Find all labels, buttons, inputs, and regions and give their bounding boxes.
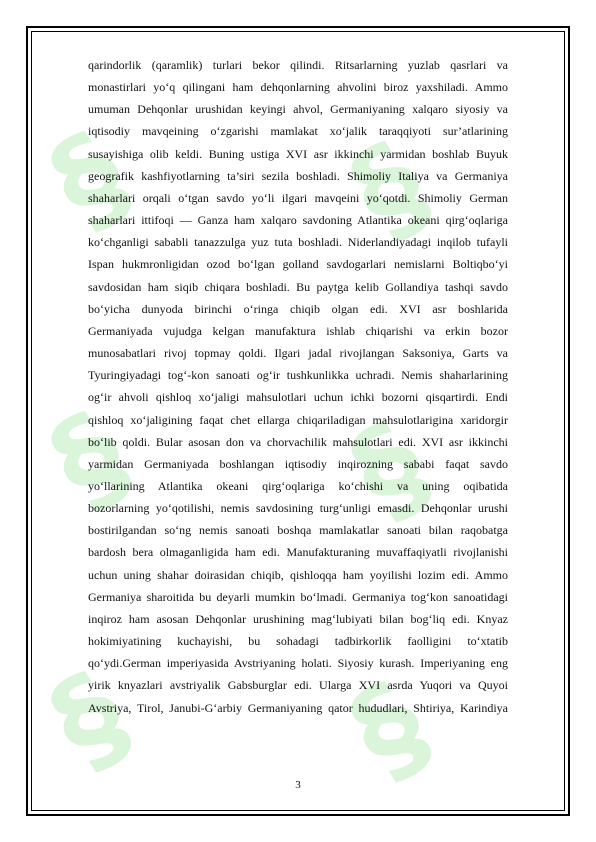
text-line: bo‘lib qoldi. Bular asosan don va chorvachilik mahsulotlari edi. XVI asr ikkinchi bbox=[88, 434, 508, 449]
text-line: bostirilgandan so‘ng nemis sanoati boshqa mamlakatlar sanoati bilan raqobatga bbox=[88, 523, 508, 538]
text-line: bardosh bera olmaganligida ham edi. Manufakturaning muvaffaqiyatli rivojlanishi bbox=[88, 545, 508, 560]
text-line: shaharlari ittifoqi — Ganza ham xalqaro savdoning Atlantika okeani qirg‘oqlariga bbox=[88, 213, 508, 228]
text-line: bozorlarning yo‘qotilishi, nemis savdosining turg‘unligi emasdi. Dehqonlar urushi bbox=[88, 501, 508, 516]
watermark-glyph: § bbox=[327, 114, 452, 264]
body-text bbox=[88, 54, 508, 719]
text-line: munosabatlari rivoj topmay qoldi. Ilgari jadal rivojlangan Saksoniya, Garts va bbox=[88, 346, 508, 361]
text-line: geografik kashfiyotlarning ta’siri sezila boshladi. Shimoliy Italiya va Germaniya bbox=[88, 168, 508, 183]
text-line: ko‘chganligi sababli tanazzulga yuz tuta boshladi. Niderlandiyadagi inqilob tufayli bbox=[88, 235, 508, 250]
text-line: savdosidan ham siqib chiqara boshladi. Bu paytga kelib Gollandiya tashqi savdo bbox=[88, 279, 508, 294]
text-line: Germaniya sharoitida bu deyarli mumkin bo‘lmadi. Germaniya tog‘kon sanoatidagi bbox=[88, 589, 508, 604]
text-line: Germaniyada vujudga kelgan manufaktura ishlab chiqarishi va erkin bozor bbox=[88, 323, 508, 338]
text-line: bo‘yicha dunyoda birinchi o‘ringa chiqib olgan edi. XVI asr boshlarida bbox=[88, 301, 508, 316]
text-line: hokimiyatining kuchayishi, bu sohadagi tadbirkorlik faolligini to‘xtatib bbox=[88, 634, 508, 649]
text-line: og‘ir ahvoli qishloq xo‘jaligi mahsulotlari uchun ichki bozorni qisqartirdi. Endi bbox=[88, 390, 508, 405]
watermark-glyph: § bbox=[27, 384, 152, 534]
text-line: inqiroz ham asosan Dehqonlar urushining mag‘lubiyati bilan bog‘liq edi. Knyaz bbox=[88, 611, 508, 626]
text-line: shaharlari orqali o‘tgan savdo yo‘li ilgari mavqeini yo‘qotdi. Shimoliy German bbox=[88, 190, 508, 205]
text-line: Tyuringiyadagi tog‘-kon sanoati og‘ir tushkunlikka uchradi. Nemis shaharlarining bbox=[88, 368, 508, 383]
text-line: umuman Dehqonlar urushidan keyingi ahvol, Germaniyaning xalqaro siyosiy va bbox=[88, 102, 508, 117]
text-line: qo‘ydi.German imperiyasida Avstriyaning holati. Siyosiy kurash. Imperiyaning eng bbox=[88, 656, 508, 671]
text-line: yirik knyazlari avstriyalik Gabsburglar edi. Ularga XVI asrda Yuqori va Quyoi bbox=[88, 678, 508, 693]
watermark-glyph: § bbox=[27, 104, 152, 254]
text-line: qishloq xo‘jaligining faqat chet ellarga chiqariladigan mahsulotlarigina xaridorgir bbox=[88, 412, 508, 427]
text-line: yarmidan Germaniyada boshlangan iqtisodiy inqirozning sababi faqat savdo bbox=[88, 456, 508, 471]
watermark-glyph: § bbox=[327, 394, 452, 544]
text-line: qarindorlik (qaramlik) turlari bekor qilindi. Ritsarlarning yuzlab qasrlari va bbox=[88, 58, 508, 72]
watermark-glyph: § bbox=[327, 654, 452, 804]
text-line: susayishiga olib keldi. Buning ustiga XVI asr ikkinchi yarmidan boshlab Buyuk bbox=[88, 146, 508, 161]
text-line: Ispan hukmronligidan ozod bo‘lgan golland savdogarlari nemislarni Boltiqbo‘yi bbox=[88, 257, 508, 272]
text-line: uchun uning shahar doirasidan chiqib, qishloqqa ham yoyilishi lozim edi. Ammo bbox=[88, 567, 508, 582]
text-line: iqtisodiy mavqeining o‘zgarishi mamlakat xo‘jalik taraqqiyoti sur’atlarining bbox=[88, 124, 508, 139]
text-line: Avstriya, Tirol, Janubi-G‘arbiy Germaniyaning qator hududlari, Shtiriya, Karindiya bbox=[88, 700, 508, 715]
watermark-glyph: § bbox=[27, 644, 152, 794]
text-line: yo‘llarining Atlantika okeani qirg‘oqlariga ko‘chishi va uning oqibatida bbox=[88, 478, 508, 493]
page-number: 3 bbox=[295, 779, 301, 791]
text-line: monastirlari yo‘q qilingani ham dehqonlarning ahvolini biroz yaxshiladi. Ammo bbox=[88, 80, 508, 95]
